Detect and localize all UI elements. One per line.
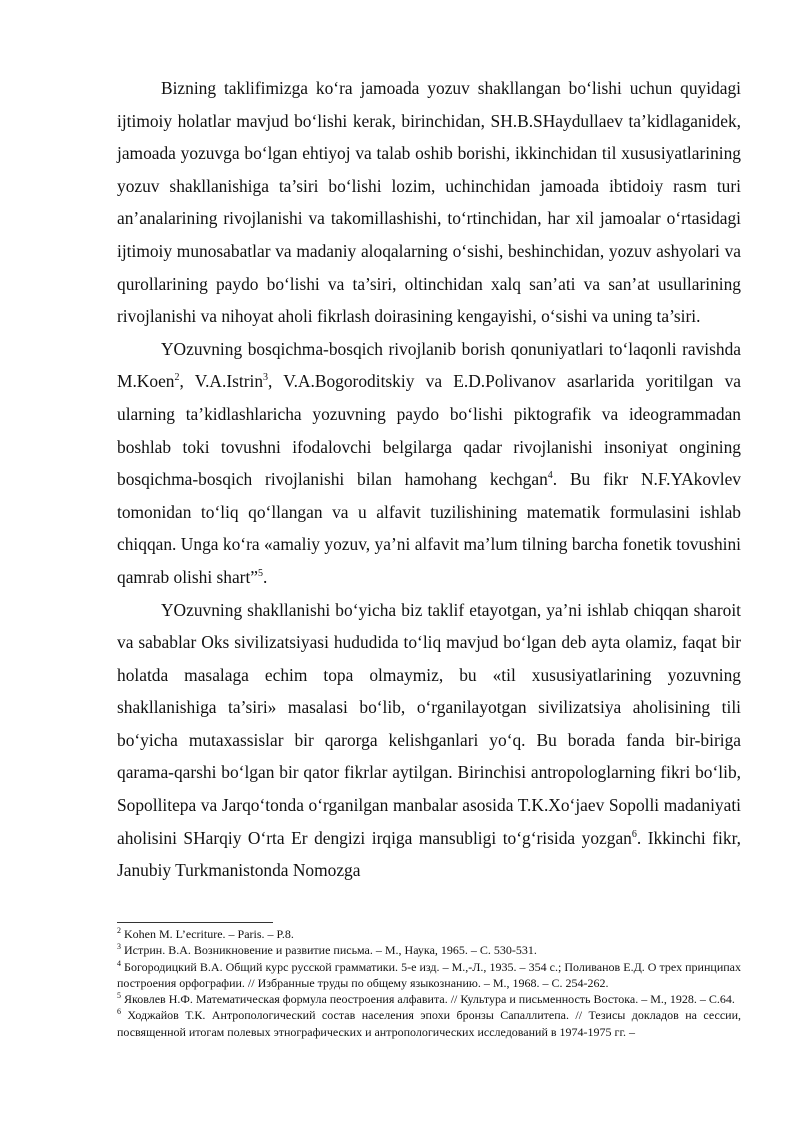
paragraph: YOzuvning bosqichma-bosqich rivojlanib borish qonuniyatlari to‘laqonli ravishda M.Koen$^2$, V.A.Istrin$^3$, V.A.Bogoroditskiy va E.D.Polivanov asarlarida yoritilgan va ularning ta’kidlashlaricha yozuvning paydo bo‘lishi piktografik va ideogrammadan boshlab toki tovushni ifodalovchi belgilarga qadar rivojlanishi insoniyat ongining bosqichma-bosqich rivojlanishi bilan hamohang kechgan$^4$. Bu fikr N.F.YAkovlev tomonidan to‘liq qo‘llangan va u alfavit tuzilishining matematik formulasini ishlab chiqqan. Unga ko‘ra «amaliy yozuv, ya’ni alfavit ma’lum tilning barcha fonetik tovushini qamrab olishi shart”$^5$.: [117, 338, 741, 587]
footnote-separator: [117, 922, 273, 923]
footnote-number: 2: [117, 926, 121, 935]
footnote: [117, 959, 741, 992]
footnote-number: 3: [117, 942, 121, 952]
footnote-number: 5: [117, 991, 121, 1001]
footnote-ref[interactable]: 6: [631, 828, 637, 840]
footnote-text: Ходжайов Т.К. Антропологический состав населения эпохи бронзы Сапаллитепа. // Тезисы докладов на сессии, посвященной итогам полевых этнографических и антропологических исследований в 1974-1975 гг. –: [117, 1008, 741, 1039]
footnote-text: Истрин. В.А. Возникновение и развитие письма. – М., Наука, 1965. – С. 530-531.: [121, 943, 537, 958]
footnote: [117, 926, 741, 942]
body-text: [117, 72, 741, 887]
paragraph: Bizning taklifimizga ko‘ra jamoada yozuv shakllangan bo‘lishi uchun quyidagi ijtimoiy holatlar mavjud bo‘lishi kerak, birinchidan, SH.B.SHaydullaev ta’kidlaganidek, jamoada yozuvga bo‘lgan ehtiyoj va talab oshib borishi, ikkinchidan til xususiyatlarining yozuv shakllanishiga ta’siri bo‘lishi lozim, uchinchidan jamoada ibtidoiy rasm turi an’analarining rivojlanishi va takomillashishi, to‘rtinchidan, har xil jamoalar o‘rtasidagi ijtimoiy munosabatlar va madaniy aloqalarning o‘sishi, beshinchidan, yozuv ashyolari va qurollarining paydo bo‘lishi va ta’siri, oltinchidan xalq san’ati va san’at usullarining rivojlanishi va nihoyat aholi fikrlash doirasining kengayishi, o‘sishi va uning ta’siri.: [117, 78, 741, 327]
paragraph: YOzuvning shakllanishi bo‘yicha biz taklif etayotgan, ya’ni ishlab chiqqan sharoit va sabablar Oks sivilizatsiyasi hududida to‘liq mavjud bo‘lgan deb ayta olamiz, faqat bir holatda masalaga echim topa olmaymiz, bu «til xususiyatlarining yozuvning shakllanishiga ta’siri» masalasi bo‘lib, o‘rganilayotgan sivilizatsiya aholisining tili bo‘yicha mutaxassislar bir qarorga kelishganlari yo‘q. Bu borada fanda bir-biriga qarama-qarshi bo‘lgan bir qator fikrlar aytilgan. Birinchisi antropologlarning fikri bo‘lib, Sopollitepa va Jarqo‘tonda o‘rganilgan manbalar asosida T.K.Xo‘jaev Sopolli madaniyati aholisini SHarqiy O‘rta Er dengizi irqiga mansubligi to‘g‘risida yozgan$^6$. Ikkinchi fikr, Janubiy Turkmanistonda Nomozga: [117, 599, 742, 881]
footnote-ref[interactable]: 3: [263, 372, 269, 384]
footnote: [117, 991, 741, 1007]
footnote-ref[interactable]: 5: [258, 568, 264, 580]
footnote: [117, 1007, 741, 1040]
footnote-number: 6: [117, 1007, 121, 1017]
footnote-text: Богородицкий В.А. Общий курс русской грамматики. 5-е изд. – М.,-Л., 1935. – 354 с.; Поливанов Е.Д. О трех принципах построения орфографии. // Избранные труды по общему языкознанию. – М., 1968. – С. 254-262.: [117, 959, 741, 990]
footnotes: [117, 926, 741, 1040]
footnote-number: 4: [117, 958, 121, 968]
footnote-text: Яковлев Н.Ф. Математическая формула пеостроения алфавита. // Культура и письменность Востока. – М., 1928. – С.64.: [121, 992, 735, 1007]
footnote: [117, 942, 741, 958]
footnote-text: Kohen M. L’ecriture. – Paris. – P.8.: [121, 927, 294, 941]
footnote-ref[interactable]: 2: [174, 372, 180, 384]
footnote-ref[interactable]: 4: [547, 470, 553, 482]
